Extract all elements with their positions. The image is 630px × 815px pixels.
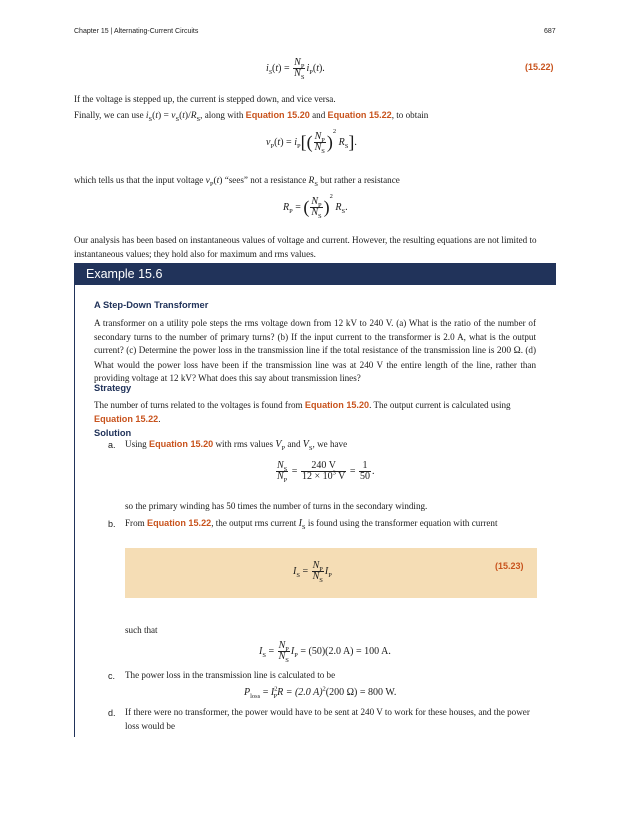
paragraph: If the voltage is stepped up, the current is stepped down, and vice versa. xyxy=(74,94,336,104)
item-label: d. xyxy=(108,708,116,718)
running-header: Chapter 15 | Alternating-Current Circuits xyxy=(74,28,199,35)
equation-link[interactable]: Equation 15.20 xyxy=(149,439,214,449)
equation-link[interactable]: Equation 15.22 xyxy=(327,110,392,120)
item-label: b. xyxy=(108,519,116,529)
example-title: Example 15.6 xyxy=(74,263,556,285)
item-a-text: Using Equation 15.20 with rms values $V_P$ and $V_S$, we have xyxy=(125,439,348,452)
text: which tells us that the input voltage xyxy=(74,175,204,185)
text: , to obtain xyxy=(391,110,429,120)
paragraph: Our analysis has been based on instantaneous values of voltage and current. However, the resulting equations are not limited to instantaneous values; they hold also for maximum and rms values. xyxy=(74,235,537,259)
equation-link[interactable]: Equation 15.22 xyxy=(147,518,212,528)
item-c-text: The power loss in the transmission line is calculated to be xyxy=(125,670,336,680)
equation-link[interactable]: Equation 15.20 xyxy=(245,110,310,120)
equation-rp: $R_P$ = ( $\frac{N_P}{N_S}$ )$^2$ $R_S$. xyxy=(283,193,348,221)
strategy-heading: Strategy xyxy=(94,383,132,393)
equation-number: (15.23) xyxy=(495,561,524,571)
text: but rather a resistance xyxy=(320,175,400,185)
text: , along with xyxy=(200,110,244,120)
item-label: a. xyxy=(108,440,116,450)
solution-heading: Solution xyxy=(94,428,132,438)
strategy-text: The number of turns related to the voltages is found from Equation 15.20. The output current is calculated using Equation 15.22. xyxy=(94,400,511,424)
text: and xyxy=(312,110,326,120)
item-b-text: From Equation 15.22, the output rms current $I_S$ is found using the transformer equation with current xyxy=(125,518,498,531)
equation-15-22: $i_S(t)$ = $\frac{N_P}{N_S}$ $i_P(t)$. xyxy=(266,57,325,81)
text: Finally, we can use xyxy=(74,110,144,120)
problem-statement: A transformer on a utility pole steps the rms voltage down from 12 kV to 240 V. (a) What is the ratio of the number of secondary turns to the number of primary turns? (b) If the input current to the transformer is 2.0 A, what is the output current? (c) Determine the power loss in the transmission line if the total resistance of the transmission line is 200 Ω. (d) What would the power loss have been if the transmission line was at 240 V the entire length of the line, rather than providing voltage at 12 kV? What does this say about transmission lines? xyxy=(94,318,537,384)
paragraph: Finally, we can use $i_S(t) = v_S(t)/R_S$, along with Equation 15.20 and Equation 15.22, to obtain xyxy=(74,110,429,123)
equation-ratio: $\frac{N_S}{N_P}$ = $\frac{240 V}{12 \times 10^3 V}$ = $\frac{1}{50}$ . xyxy=(277,460,375,484)
equation-vp: $v_P(t) = i_P$[( $\frac{N_P}{N_S}$ )$^2$ $R_S$]. xyxy=(266,128,357,156)
item-label: c. xyxy=(108,671,116,681)
equation-link[interactable]: Equation 15.22 xyxy=(94,413,159,424)
paragraph: which tells us that the input voltage $v_P(t)$ “sees” not a resistance $R_S$ but rather a resistance xyxy=(74,175,400,188)
item-a-result: so the primary winding has 50 times the number of turns in the secondary winding. xyxy=(125,501,428,511)
equation-number: (15.22) xyxy=(525,62,554,72)
example-border xyxy=(74,285,75,737)
equation-power-loss: $P_{loss} = I^2_PR = (2.0$ A)$^2$(200 Ω) = 800 W. xyxy=(244,685,397,700)
example-subtitle: A Step-Down Transformer xyxy=(94,300,209,310)
page-number: 687 xyxy=(544,28,556,35)
item-d-text: If there were no transformer, the power would have to be sent at 240 V to work for these houses, and the power loss would be xyxy=(125,707,530,731)
equation-15-23: $I_S$ = $\frac{N_P}{N_S}$ $I_P$ xyxy=(293,560,332,584)
equation-link[interactable]: Equation 15.20 xyxy=(304,400,370,410)
text: such that xyxy=(125,625,158,635)
equation-output-current: $I_S$ = $\frac{N_P}{N_S}$ $I_P = (50)(2.0$ A) = 100 A. xyxy=(259,640,391,664)
text: “sees” not a resistance xyxy=(224,175,307,185)
